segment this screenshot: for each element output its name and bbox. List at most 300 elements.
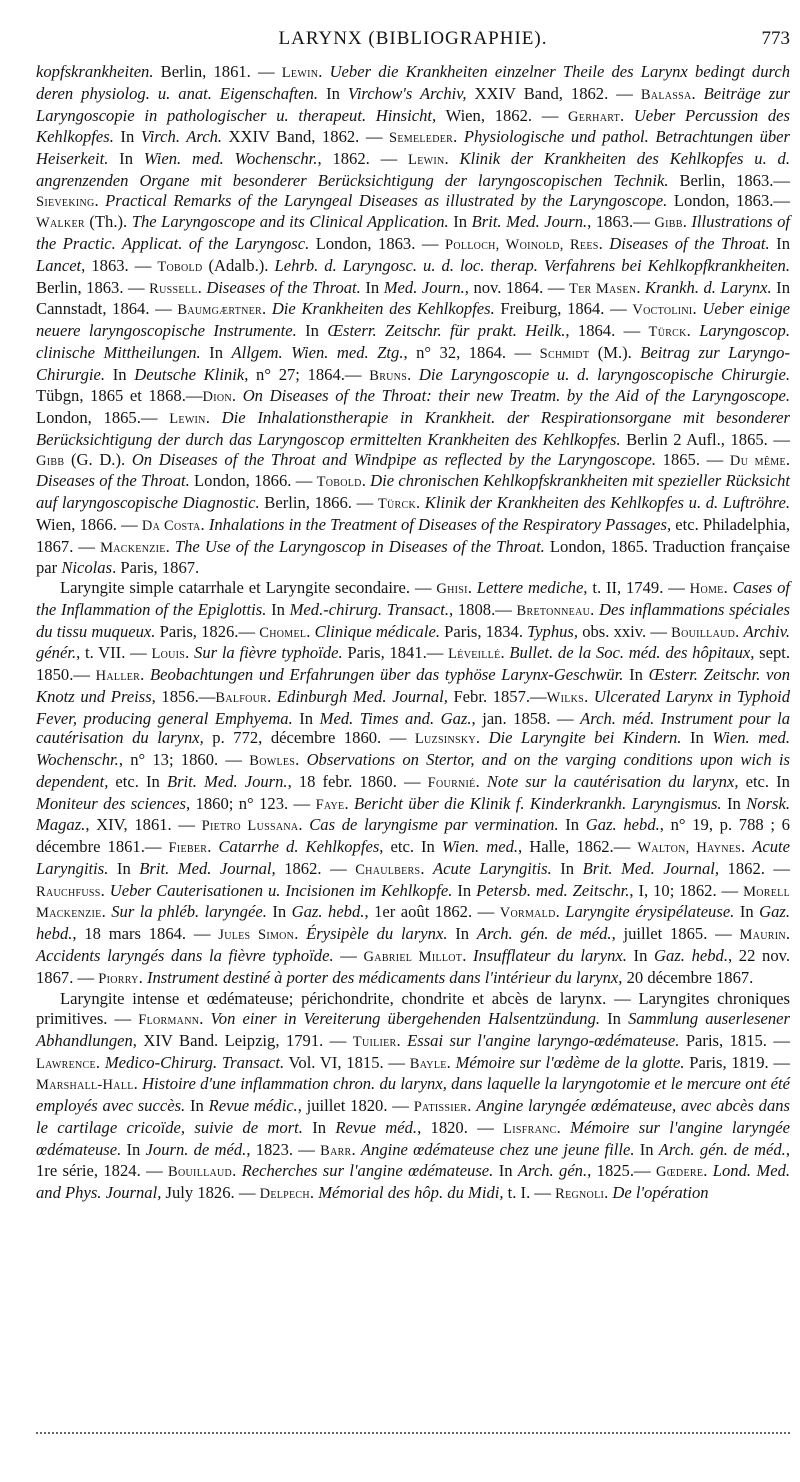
citation-text: . [636, 277, 646, 297]
citation-text: t. I. — [503, 1183, 556, 1202]
citation-title: Med. Times and. Gaz. [319, 708, 472, 728]
citation-text: (G. D.). [64, 449, 132, 469]
citation-text: Berlin, 1866. — [259, 493, 378, 512]
author-name: Voctolini [632, 302, 693, 319]
citation-text: . [604, 1183, 613, 1202]
citation-title: Lancet [36, 255, 82, 275]
citation-text: Berlin, 1863.— [668, 170, 790, 190]
citation-title: Cases of the Inflammation of the Epiglottis. [36, 578, 791, 619]
citation-text: , 1823. — [246, 1139, 321, 1159]
citation-text: In [623, 665, 649, 684]
citation-title: On Diseases of the Throat and Windpipe as reflected by the Laryngoscope. [131, 449, 656, 469]
citation-text: . [232, 1161, 242, 1181]
citation-title: Die Laryngite bei Kindern. [488, 728, 682, 748]
citation-text: . [785, 449, 791, 469]
citation-text: . [267, 686, 277, 706]
author-name: Balassa [640, 86, 692, 103]
citation-text: . [735, 621, 744, 641]
citation-title: Archiv. génér. [36, 621, 791, 663]
author-name: Marshall-Hall [36, 1077, 134, 1094]
bibliography-paragraph [36, 989, 790, 1205]
citation-title: Angine œdémateuse chez une jeune fille. [360, 1139, 635, 1159]
citation-text: , 1re série, 1824. — [36, 1139, 790, 1181]
citation-text: In [626, 945, 655, 965]
citation-title: Diseases of the Throat. [36, 471, 190, 491]
citation-text: . [556, 1117, 571, 1137]
citation-text: . [295, 750, 307, 769]
citation-title: Wien. med. Wochenschr. [143, 149, 318, 168]
author-name: Türck [377, 496, 416, 512]
citation-text: In [681, 728, 713, 748]
citation-title: Ueber einige neuere laryngoscopische Instrumente. [36, 299, 791, 340]
citation-title: Beiträge zur Laryngoscopie in pathologischer u. therapeut. Hinsicht, [36, 83, 791, 125]
citation-text: In Cannstadt, 1864. — [36, 277, 791, 319]
citation-text: , n° 32, 1864. — [403, 342, 540, 362]
citation-text: London, 1865.— [36, 408, 170, 427]
citation-text: etc. In [383, 837, 442, 856]
citation-text: In [185, 1096, 209, 1115]
author-name: Baumgærtner [177, 302, 263, 319]
citation-text: 20 décembre 1867. [622, 967, 754, 987]
citation-title: Wien. med. Wochenschr. [36, 728, 790, 769]
author-name: Gabriel Millot [363, 948, 463, 965]
citation-text: In [734, 902, 760, 922]
citation-title: Instrument destiné à porter des médicaments dans l'intérieur du larynx, [146, 967, 623, 987]
citation-title: Bericht über die Klinik f. Kinderkrankh. Laryngismus. [354, 793, 722, 813]
citation-text: London, 1863.— [667, 190, 791, 210]
citation-text: XIV Band. Leipzig, 1791. — [136, 1030, 353, 1050]
citation-text: . [686, 321, 700, 340]
author-name: Walker [36, 215, 85, 232]
citation-text: . [361, 471, 371, 491]
citation-text: . [703, 1161, 713, 1181]
citation-title: Virchow's Archiv, [347, 83, 467, 103]
citation-text: 1862. — [275, 858, 356, 878]
citation-text: . [446, 1052, 456, 1072]
citation-title: Arch. gén. de méd. [658, 1139, 786, 1159]
citation-text: t. II, 1749. — [587, 578, 690, 597]
citation-text: . [100, 880, 110, 900]
citation-title: Bullet. de la Soc. méd. des hôpitaux, [509, 643, 755, 663]
citation-text: London, 1863. — [309, 234, 445, 253]
author-name: Bouillaud [168, 1164, 233, 1181]
citation-text: In [558, 815, 586, 835]
citation-title: Norsk. Magaz. [36, 793, 791, 835]
citation-text: . [262, 299, 272, 319]
citation-title: Diseases of the Throat. [609, 234, 770, 253]
citation-title: Beobachtungen und Erfahrungen über das typhöse Larynx-Geschwür. [150, 665, 624, 684]
citation-title: Lond. Med. and Phys. Journal, [36, 1161, 791, 1202]
citation-title: Die Inhalationstherapie in Krankheit. der Respirationsorgane mit besonderer Berücksichtigung der durch das Laryngoscop ermittelten Krankheiten des Kehlkopfes. [36, 408, 791, 449]
citation-text: In [318, 83, 348, 103]
citation-text: In [105, 364, 135, 384]
citation-text: In [721, 793, 747, 813]
citation-title: Beitrag zur Laryngo-Chirurgie. [36, 342, 790, 384]
page-title: LARYNX (BIBLIOGRAPHIE). [278, 28, 548, 49]
citation-text: . [584, 686, 594, 706]
citation-title: Wien. med. [441, 837, 519, 856]
citation-text: . [723, 578, 733, 597]
citation-title: Die chronischen Kehlkopfskrankheiten mit spezieller Rücksicht auf laryngoscopische Diagnostic. [36, 471, 791, 512]
citation-text: In [551, 858, 583, 878]
author-name: Haller [95, 668, 141, 684]
citation-title: The Laryngoscope and its Clinical Application. [131, 212, 449, 232]
author-name: Bouillaud [671, 624, 736, 641]
citation-text: Berlin, 1863. — [36, 277, 150, 297]
citation-title: Lehrb. d. Laryngosc. u. d. loc. therap. Verfahrens bei Kehlkopfkrankheiten. [274, 255, 790, 275]
citation-title: Practical Remarks of the Laryngeal Diseases as illustrated by the Laryngoscope. [105, 190, 668, 210]
author-name: Pietro Lussana [201, 818, 299, 835]
author-name: Lawrence [36, 1055, 96, 1072]
bibliography-paragraph [36, 62, 790, 578]
citation-title: Krankh. d. Larynx. [645, 277, 772, 297]
citation-text: . [94, 190, 106, 210]
citation-text: In [769, 234, 790, 253]
citation-text: , jan. 1858. — [471, 708, 581, 728]
citation-title: Arch. gén. de méd. [476, 924, 612, 943]
citation-text: In [113, 127, 141, 147]
author-name: Delpech [259, 1186, 310, 1202]
author-name: Maurin [739, 927, 786, 943]
citation-text: Berlin 2 Aufl., 1865. — [620, 429, 790, 449]
author-name: Chaulbers [355, 861, 421, 878]
citation-text: . [101, 902, 112, 922]
author-name: Ghisi [436, 581, 468, 597]
citation-text: . [467, 1096, 477, 1115]
author-name: Semeleder [389, 130, 454, 147]
citation-title: Brit. Med. Journal, [139, 858, 276, 878]
citation-text: . [231, 386, 243, 406]
author-name: Tobold [157, 258, 203, 275]
citation-text: . [598, 234, 610, 253]
citation-title: Mémoire sur l'angine laryngée œdémateuse. [36, 1117, 790, 1159]
citation-text: , n° 19, p. 788 ; 6 décembre 1861.— [36, 815, 790, 856]
citation-text: 1862. — [719, 858, 791, 878]
citation-text: (M.). [589, 342, 641, 362]
citation-text: . [691, 83, 704, 103]
citation-text: . [741, 837, 753, 856]
citation-text: , 1863.— [587, 212, 655, 232]
citation-title: Note sur la cautérisation du larynx, [486, 771, 739, 791]
citation-text: . [555, 902, 566, 922]
citation-title: Diseases of the Throat. [206, 277, 361, 297]
author-name: Léveillé [448, 646, 501, 663]
citation-title: Laryngoscop. clinische Mittheilungen. [36, 321, 790, 362]
citation-title: Illustrations of the Practic. Applicat. of the Laryngosc. [36, 212, 790, 253]
citation-text: In [121, 1139, 146, 1159]
citation-text: In [493, 1161, 518, 1181]
citation-text: . [199, 1009, 211, 1028]
author-name: Mackenzie [100, 539, 166, 556]
citation-text: In [447, 924, 477, 943]
citation-title: Laryngite érysipélateuse. [565, 902, 735, 922]
citation-text: Tübgn, 1865 et 1868.— [36, 386, 203, 406]
author-name: Ter Masen [568, 280, 637, 297]
citation-text: , n° 13; 1860. — [118, 750, 250, 769]
citation-title: Revue méd. [335, 1117, 418, 1137]
citation-text: . [467, 578, 477, 597]
citation-text: Wien, 1866. — [36, 514, 142, 534]
author-name: Wilks [546, 689, 585, 706]
citation-text: (Th.). [84, 212, 132, 232]
citation-text: , 18 mars 1864. — [72, 924, 219, 943]
author-name: Gœdere [655, 1164, 704, 1181]
citation-title: Sur la fièvre typhoïde. [194, 643, 343, 663]
citation-text: London, 1866. — [189, 471, 317, 491]
author-name: Bayle [409, 1055, 447, 1072]
citation-title: Gaz. hebd. [654, 945, 728, 965]
author-name: Balfour [215, 689, 268, 706]
citation-title: Inhalations in the Treatment of Diseases of the Respiratory Passages, [208, 514, 672, 534]
citation-title: Moniteur des sciences, [36, 793, 191, 813]
citation-title: Klinik der Krankheiten des Kehlkopfes u. d. Luftröhre. [424, 493, 791, 512]
citation-text: . [306, 621, 315, 641]
citation-text: . [309, 1183, 319, 1202]
author-name: Patissier [413, 1099, 468, 1115]
citation-text: , 1820. — [417, 1117, 504, 1137]
citation-text: , 1862. — [317, 149, 409, 168]
citation-title: Von einer in Vereiterung übergehenden Halsentzündung. [210, 1009, 601, 1028]
citation-text: . [205, 408, 222, 427]
citation-text: Paris, 1815. — [679, 1030, 790, 1050]
citation-title: Med.-chirurg. Transact. [289, 599, 450, 619]
citation-text: In [200, 342, 232, 362]
author-name: Rauchfuss [36, 883, 101, 900]
citation-text: . Paris, 1867. [112, 558, 200, 578]
citation-title: Medico-Chirurg. Transact. [104, 1052, 285, 1072]
citation-title: Essai sur l'angine laryngo-œdémateuse. [407, 1030, 680, 1050]
author-name: Tuilier [352, 1033, 397, 1050]
citation-text: . [500, 643, 510, 663]
citation-text: In [452, 880, 477, 900]
citation-text: . [133, 1074, 143, 1094]
citation-title: De l'opération [612, 1183, 709, 1202]
citation-text: . [197, 277, 207, 297]
citation-text: . [344, 793, 355, 813]
author-name: Piorry [98, 970, 139, 987]
citation-text: XXIV Band, 1862. — [222, 127, 390, 147]
author-name: Vormald [499, 905, 556, 922]
citation-text: . [207, 837, 219, 856]
citation-text: , 1864. — [565, 321, 649, 340]
citation-title: Mémorial des hôp. du Midi, [318, 1183, 504, 1202]
citation-title: Œsterr. Zeitschr. für prakt. Heilk. [327, 321, 566, 340]
author-name: Bruns [369, 367, 408, 384]
citation-title: Nicolas [61, 558, 113, 578]
author-name: Tobold [316, 474, 362, 491]
citation-text: Vol. VI, 1815. — [284, 1052, 410, 1072]
author-name: Dion [202, 389, 232, 406]
running-header [36, 28, 790, 52]
citation-text: , 1825.— [587, 1161, 656, 1181]
author-name: Russell [149, 280, 198, 297]
author-name: Bowles [249, 753, 296, 769]
citation-text: etc. Philadelphia, 1867. — [36, 514, 791, 556]
citation-title: Observations on Stertor, and on the varging conditions upon wich is dependent, [36, 750, 790, 791]
author-name: Bretonneau [516, 602, 591, 619]
bibliography-text [36, 62, 790, 1205]
citation-title: Œsterr. Zeitschr. von Knotz und Preiss, [36, 665, 791, 706]
author-name: Louis [151, 646, 186, 663]
citation-title: Mémoire sur l'œdème de la glotte. [455, 1052, 685, 1072]
citation-title: Arch. méd. Instrument pour la cautérisation du larynx, [36, 708, 791, 748]
citation-text: . [420, 858, 434, 878]
citation-title: Physiologische und pathol. Betrachtungen über Heiserkeit. [36, 127, 790, 168]
citation-text: Laryngite intense et œdémateuse; périchondrite, chondrite et abcès de larynx. — Laryngites chroniques primitives. — [36, 989, 790, 1028]
citation-title: Clinique médicale. [314, 621, 440, 641]
citation-text: In [448, 212, 472, 232]
author-name: Gibb [654, 215, 683, 232]
citation-title: Klinik der Krankheiten des Kehlkopfes u. d. angrenzenden Organe mit besonderer Berücksichtigung der laryngoscopischen Technik. [36, 149, 790, 190]
citation-title: Edinburgh Med. Journal, [276, 686, 448, 706]
citation-text: , 1808.— [449, 599, 517, 619]
citation-title: The Use of the Laryngoscop in Diseases of the Throat. [174, 536, 545, 556]
citation-title: Ulcerated Larynx in Typhoid Fever, producing general Emphyema. [36, 686, 791, 728]
footer-dotted-rule [36, 1432, 790, 1438]
citation-text: 1856.— [155, 686, 216, 706]
citation-title: Gaz. hebd. [585, 815, 660, 835]
citation-title: On Diseases of the Throat: their new Treatm. by the Aid of the Laryngoscope. [242, 386, 791, 406]
citation-text: In [634, 1139, 659, 1159]
citation-title: Cas de laryngisme par vermination. [309, 815, 559, 835]
citation-text: . [138, 967, 147, 987]
author-name: Lewin [281, 65, 319, 81]
citation-text: . [294, 924, 307, 943]
citation-text: , I, 10; 1862. — [629, 880, 744, 900]
citation-text: , Halle, 1862.— [518, 837, 638, 856]
citation-title: Revue médic. [208, 1096, 298, 1115]
citation-title: kopfskrankheiten. [36, 62, 154, 81]
citation-text: Paris, 1841.— [342, 643, 449, 663]
citation-text: . [590, 599, 599, 619]
citation-text: Laryngite simple catarrhale et Laryngite secondaire. — [60, 578, 437, 597]
citation-text: . [396, 1030, 408, 1050]
author-name: Polloch, Woinold, Rees [444, 237, 599, 253]
citation-text: . [415, 493, 425, 512]
citation-text: , juillet 1865. — [611, 924, 740, 943]
bibliography-paragraph [36, 578, 790, 989]
citation-text: , juillet 1820. — [297, 1096, 414, 1115]
citation-title: Accidents laryngés dans la fièvre typhoïde. [36, 945, 334, 965]
citation-title: Typhus, [527, 621, 579, 641]
citation-text: . [185, 643, 195, 663]
citation-text: . [785, 924, 791, 943]
author-name: Türck [648, 324, 687, 340]
citation-title: Virch. Arch. [140, 127, 223, 147]
citation-text: In [302, 1117, 336, 1137]
citation-text: . [475, 771, 487, 791]
citation-text: Wien, 1862. — [436, 105, 569, 125]
author-name: Lewin [408, 152, 445, 168]
citation-text: In [108, 858, 140, 878]
citation-text: , nov. 1864. — [464, 277, 569, 297]
author-name: Fieber [168, 840, 208, 856]
citation-text: , 1er août 1862. — [364, 902, 500, 922]
citation-text: XXIV Band, 1862. — [466, 83, 641, 103]
citation-title: Histoire d'une inflammation chron. du larynx, dans laquelle la laryngotomie et le mercure ont été employés avec succès. [36, 1074, 790, 1115]
author-name: Gerhart [568, 108, 621, 125]
citation-text: July 1826. — [161, 1183, 260, 1202]
author-name: Barr [320, 1142, 352, 1159]
citation-text: In [266, 599, 290, 619]
citation-title: Acute Laryngitis. [36, 837, 791, 878]
author-name: Fournié [427, 774, 476, 791]
author-name: Sieveking [36, 193, 95, 210]
citation-title: Sammlung auserlesener Abhandlungen, [36, 1009, 791, 1050]
citation-text: . [95, 1052, 105, 1072]
citation-title: Brit. Med. Journ. [166, 771, 288, 791]
citation-title: Brit. Med. Journ. [471, 212, 588, 232]
citation-title: Allgem. Wien. med. Ztg. [231, 342, 404, 362]
citation-text: In [292, 708, 320, 728]
citation-text: . [444, 149, 460, 168]
citation-title: Journ. de méd. [145, 1139, 247, 1159]
citation-title: Ueber Percussion des Kehlkopfes. [36, 105, 790, 147]
citation-title: Arch. gén. [517, 1161, 588, 1181]
citation-text: p. 772, décembre 1860. — [203, 728, 415, 748]
citation-text: Berlin, 1861. — [153, 62, 282, 81]
citation-title: Acute Laryngitis. [433, 858, 552, 878]
citation-text: . [475, 728, 489, 748]
citation-text: . [407, 364, 419, 384]
citation-text: . [165, 536, 175, 556]
citation-text: — [333, 945, 364, 965]
citation-text: , t. VII. — [76, 643, 152, 663]
citation-title: Gaz. hebd. [36, 902, 791, 943]
author-name: Chomel [259, 624, 307, 641]
citation-text: , 1863. — [81, 255, 158, 275]
citation-text: . [692, 299, 703, 319]
citation-title: Med. Journ. [383, 277, 465, 297]
citation-text: 1860; n° 123. — [190, 793, 316, 813]
citation-text: obs. xxiv. — [578, 621, 672, 641]
citation-text: Paris, 1826.— [155, 621, 260, 641]
citation-text: . [200, 514, 209, 534]
citation-text: In [296, 321, 328, 340]
citation-title: Die Krankheiten des Kehlkopfes. [271, 299, 495, 319]
author-name: Walton, Haynes [637, 840, 742, 856]
citation-title: Érysipèle du larynx. [306, 924, 448, 943]
author-name: Lisfranc [503, 1120, 557, 1137]
citation-text: Febr. 1857.— [447, 686, 547, 706]
citation-title: Catarrhe d. Kehlkopfes, [218, 837, 384, 856]
citation-text: , 18 febr. 1860. — [287, 771, 428, 791]
citation-text: Paris, 1834. [439, 621, 528, 641]
page-number: 773 [761, 28, 790, 49]
citation-title: Petersb. med. Zeitschr. [476, 880, 630, 900]
citation-text: , 22 nov. 1867. — [36, 945, 791, 987]
citation-text: Paris, 1819. — [684, 1052, 791, 1072]
citation-title: Deutsche Klinik [134, 364, 245, 384]
citation-title: Gaz. hebd. [291, 902, 365, 922]
citation-title: Recherches sur l'angine œdémateuse. [241, 1161, 494, 1181]
author-name: Lewin [169, 411, 206, 427]
citation-title: Angine laryngée œdémateuse, avec abcès dans le cartilage cricoïde, suivie de mort. [36, 1096, 791, 1137]
citation-text: In [360, 277, 384, 297]
citation-title: Ueber die Krankheiten einzelner Theile des Larynx bedingt durch deren physiolog. u. anat. Eigenschaften. [36, 62, 791, 103]
citation-text: etc. In [738, 771, 790, 791]
citation-text: sept. 1850.— [36, 643, 791, 684]
citation-text: . [140, 665, 150, 684]
citation-text: In [108, 149, 144, 168]
author-name: Faye [315, 796, 345, 813]
author-name: Schmidt [539, 345, 590, 362]
citation-text: (Adalb.). [202, 255, 275, 275]
citation-title: Sur la phléb. laryngée. [111, 902, 267, 922]
citation-text: In [600, 1009, 629, 1028]
author-name: Jules Simon [218, 927, 295, 943]
citation-text: , XIV, 1861. — [85, 815, 202, 835]
